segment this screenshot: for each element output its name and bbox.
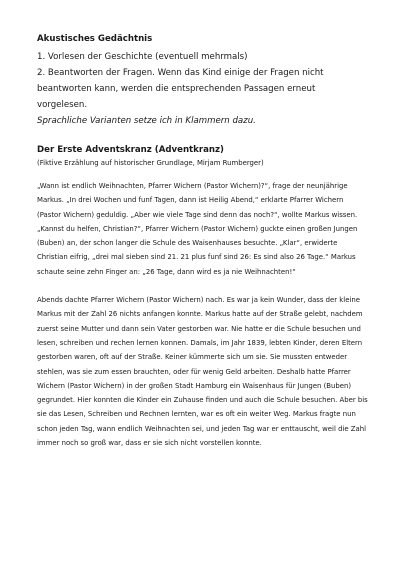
instruction-step-2-end: vorgelesen. xyxy=(37,100,88,110)
section-title: Akustisches Gedächtnis xyxy=(37,34,153,44)
story-title: Der Erste Adventskranz (Adventkranz) xyxy=(37,145,224,155)
instruction-step-1: 1. Vorlesen der Geschichte (eventuell mehrmals) xyxy=(37,52,248,62)
instruction-step-2: 2. Beantworten der Fragen. Wenn das Kind einige der Fragen nicht xyxy=(37,68,324,78)
variant-note: Sprachliche Varianten setze ich in Klammern dazu. xyxy=(37,116,256,126)
story-paragraph-2: Abends dachte Pfarrer Wichern (Pastor Wichern) nach. Es war ja kein Wunder, dass der kleine Markus mit der Zahl 26 nichts anfangen konnte. Markus hatte auf der Straße gelebt, nachdem zuerst seine Mutter und dann sein Vater gestorben war. Nie hatte er die Schule besuchen und lesen, schreiben und rechen lernen konnen. Damals, im Jahr 1839, lebten Kinder, deren Eltern gestorben waren, oft auf der Straße. Keiner kümmerte sich um sie. Sie mussten entweder stehlen, was sie zum essen brauchten, oder für wenig Geld arbeiten. Deshalb hatte Pfarrer Wichern (Pastor Wichern) in der großen Stadt Hamburg ein Waisenhaus für Jungen (Buben) gegrundet. Hier konnten die Kinder ein Zuhause finden und auch die Schule besuchen. Aber bis sie das Lesen, Schreiben und Rechnen lernten, war es oft ein weiter Weg. Markus fragte nun schon jeden Tag, wann endlich Weihnachten sei, und jeden Tag war er enttauscht, weil die Zahl immer noch so groß war, dass er sie sich nicht vorstellen konnte. xyxy=(37,296,368,448)
story-paragraph-1: „Wann ist endlich Weihnachten, Pfarrer Wichern (Pastor Wichern)?“, frage der neunjährige Markus. „In drei Wochen und funf Tagen, dann ist Heilig Abend,“ erklarte Pfarrer Wichern (Pastor Wichern) geduldig. „Aber wie viele Tage sind denn das noch?“, wollte Markus wissen. „Kannst du helfen, Christian?“, Pfarrer Wichern (Pastor Wichern) guckte einen großen Jungen (Buben) an, der schon langer die Schule des Waisenhauses besuchte. „Klar“, erwiderte Christian eifrig, „drei mal sieben sind 21. 21 plus funf sind 26: Es sind also 26 Tage.“ Markus schaute seine zehn Finger an: „26 Tage, dann wird es ja nie Weihnachten!“ xyxy=(37,182,358,276)
document-page xyxy=(37,34,369,450)
instruction-step-2-cont: beantworten kann, werden die entsprechenden Passagen erneut xyxy=(37,84,316,94)
instructions xyxy=(37,49,369,129)
story-subtitle: (Fiktive Erzählung auf historischer Grundlage, Mirjam Rumberger) xyxy=(37,159,264,167)
